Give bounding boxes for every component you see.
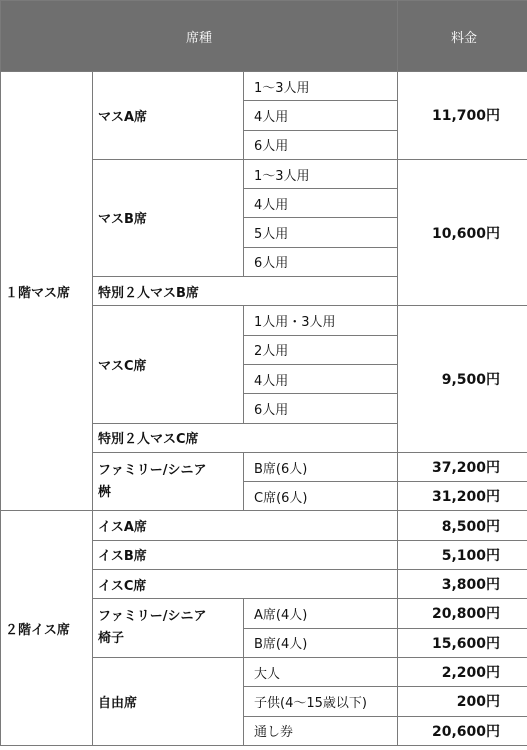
masu-c-option: 1人用・3人用 — [244, 306, 398, 335]
masu-c-seat: マスC席 — [93, 306, 244, 423]
masu-c-option: 4人用 — [244, 364, 398, 393]
free-seat-option: 子供(4〜15歳以下) — [244, 687, 398, 716]
special-masu-c-seat: 特別２人マスC席 — [93, 423, 398, 452]
family-chair-price: 15,600円 — [398, 628, 527, 657]
masu-b-option: 6人用 — [244, 247, 398, 276]
isu-a-price: 8,500円 — [398, 511, 527, 540]
masu-b-option: 4人用 — [244, 189, 398, 218]
free-seat: 自由席 — [93, 657, 244, 745]
free-seat-price: 20,600円 — [398, 716, 527, 745]
isu-b-price: 5,100円 — [398, 540, 527, 569]
free-seat-option: 通し券 — [244, 716, 398, 745]
masu-b-option: 1〜3人用 — [244, 159, 398, 188]
family-masu-name-line2: 桝 — [98, 484, 112, 500]
family-chair-option: B席(4人) — [244, 628, 398, 657]
masu-a-option: 6人用 — [244, 130, 398, 159]
isu-b-seat: イスB席 — [93, 540, 398, 569]
isu-c-seat: イスC席 — [93, 570, 398, 599]
family-masu-price: 31,200円 — [398, 482, 527, 511]
family-masu-option: C席(6人) — [244, 482, 398, 511]
floor-1-label: １階マス席 — [1, 72, 93, 511]
family-chair-option: A席(4人) — [244, 599, 398, 628]
family-senior-chair-seat — [93, 599, 244, 658]
masu-b-price: 10,600円 — [398, 159, 527, 305]
free-seat-price: 2,200円 — [398, 657, 527, 686]
isu-c-price: 3,800円 — [398, 570, 527, 599]
header-price: 料金 — [398, 1, 527, 72]
masu-a-option: 1〜3人用 — [244, 72, 398, 101]
family-masu-name-line1: ファミリー/シニア — [98, 462, 207, 478]
masu-a-option: 4人用 — [244, 101, 398, 130]
family-chair-name-line1: ファミリー/シニア — [98, 609, 207, 625]
free-seat-option: 大人 — [244, 657, 398, 686]
masu-c-price: 9,500円 — [398, 306, 527, 452]
isu-a-seat: イスA席 — [93, 511, 398, 540]
family-senior-masu-seat — [93, 452, 244, 511]
family-masu-price: 37,200円 — [398, 452, 527, 481]
floor-2-label: ２階イス席 — [1, 511, 93, 745]
masu-b-seat: マスB席 — [93, 159, 244, 276]
family-chair-name-line2: 椅子 — [98, 631, 125, 647]
header-seat-type: 席種 — [1, 1, 398, 72]
masu-c-option: 6人用 — [244, 394, 398, 423]
family-masu-option: B席(6人) — [244, 452, 398, 481]
masu-c-option: 2人用 — [244, 335, 398, 364]
special-masu-b-seat: 特別２人マスB席 — [93, 277, 398, 306]
family-chair-price: 20,800円 — [398, 599, 527, 628]
masu-a-seat: マスA席 — [93, 72, 244, 160]
masu-a-price: 11,700円 — [398, 72, 527, 160]
free-seat-price: 200円 — [398, 687, 527, 716]
masu-b-option: 5人用 — [244, 218, 398, 247]
